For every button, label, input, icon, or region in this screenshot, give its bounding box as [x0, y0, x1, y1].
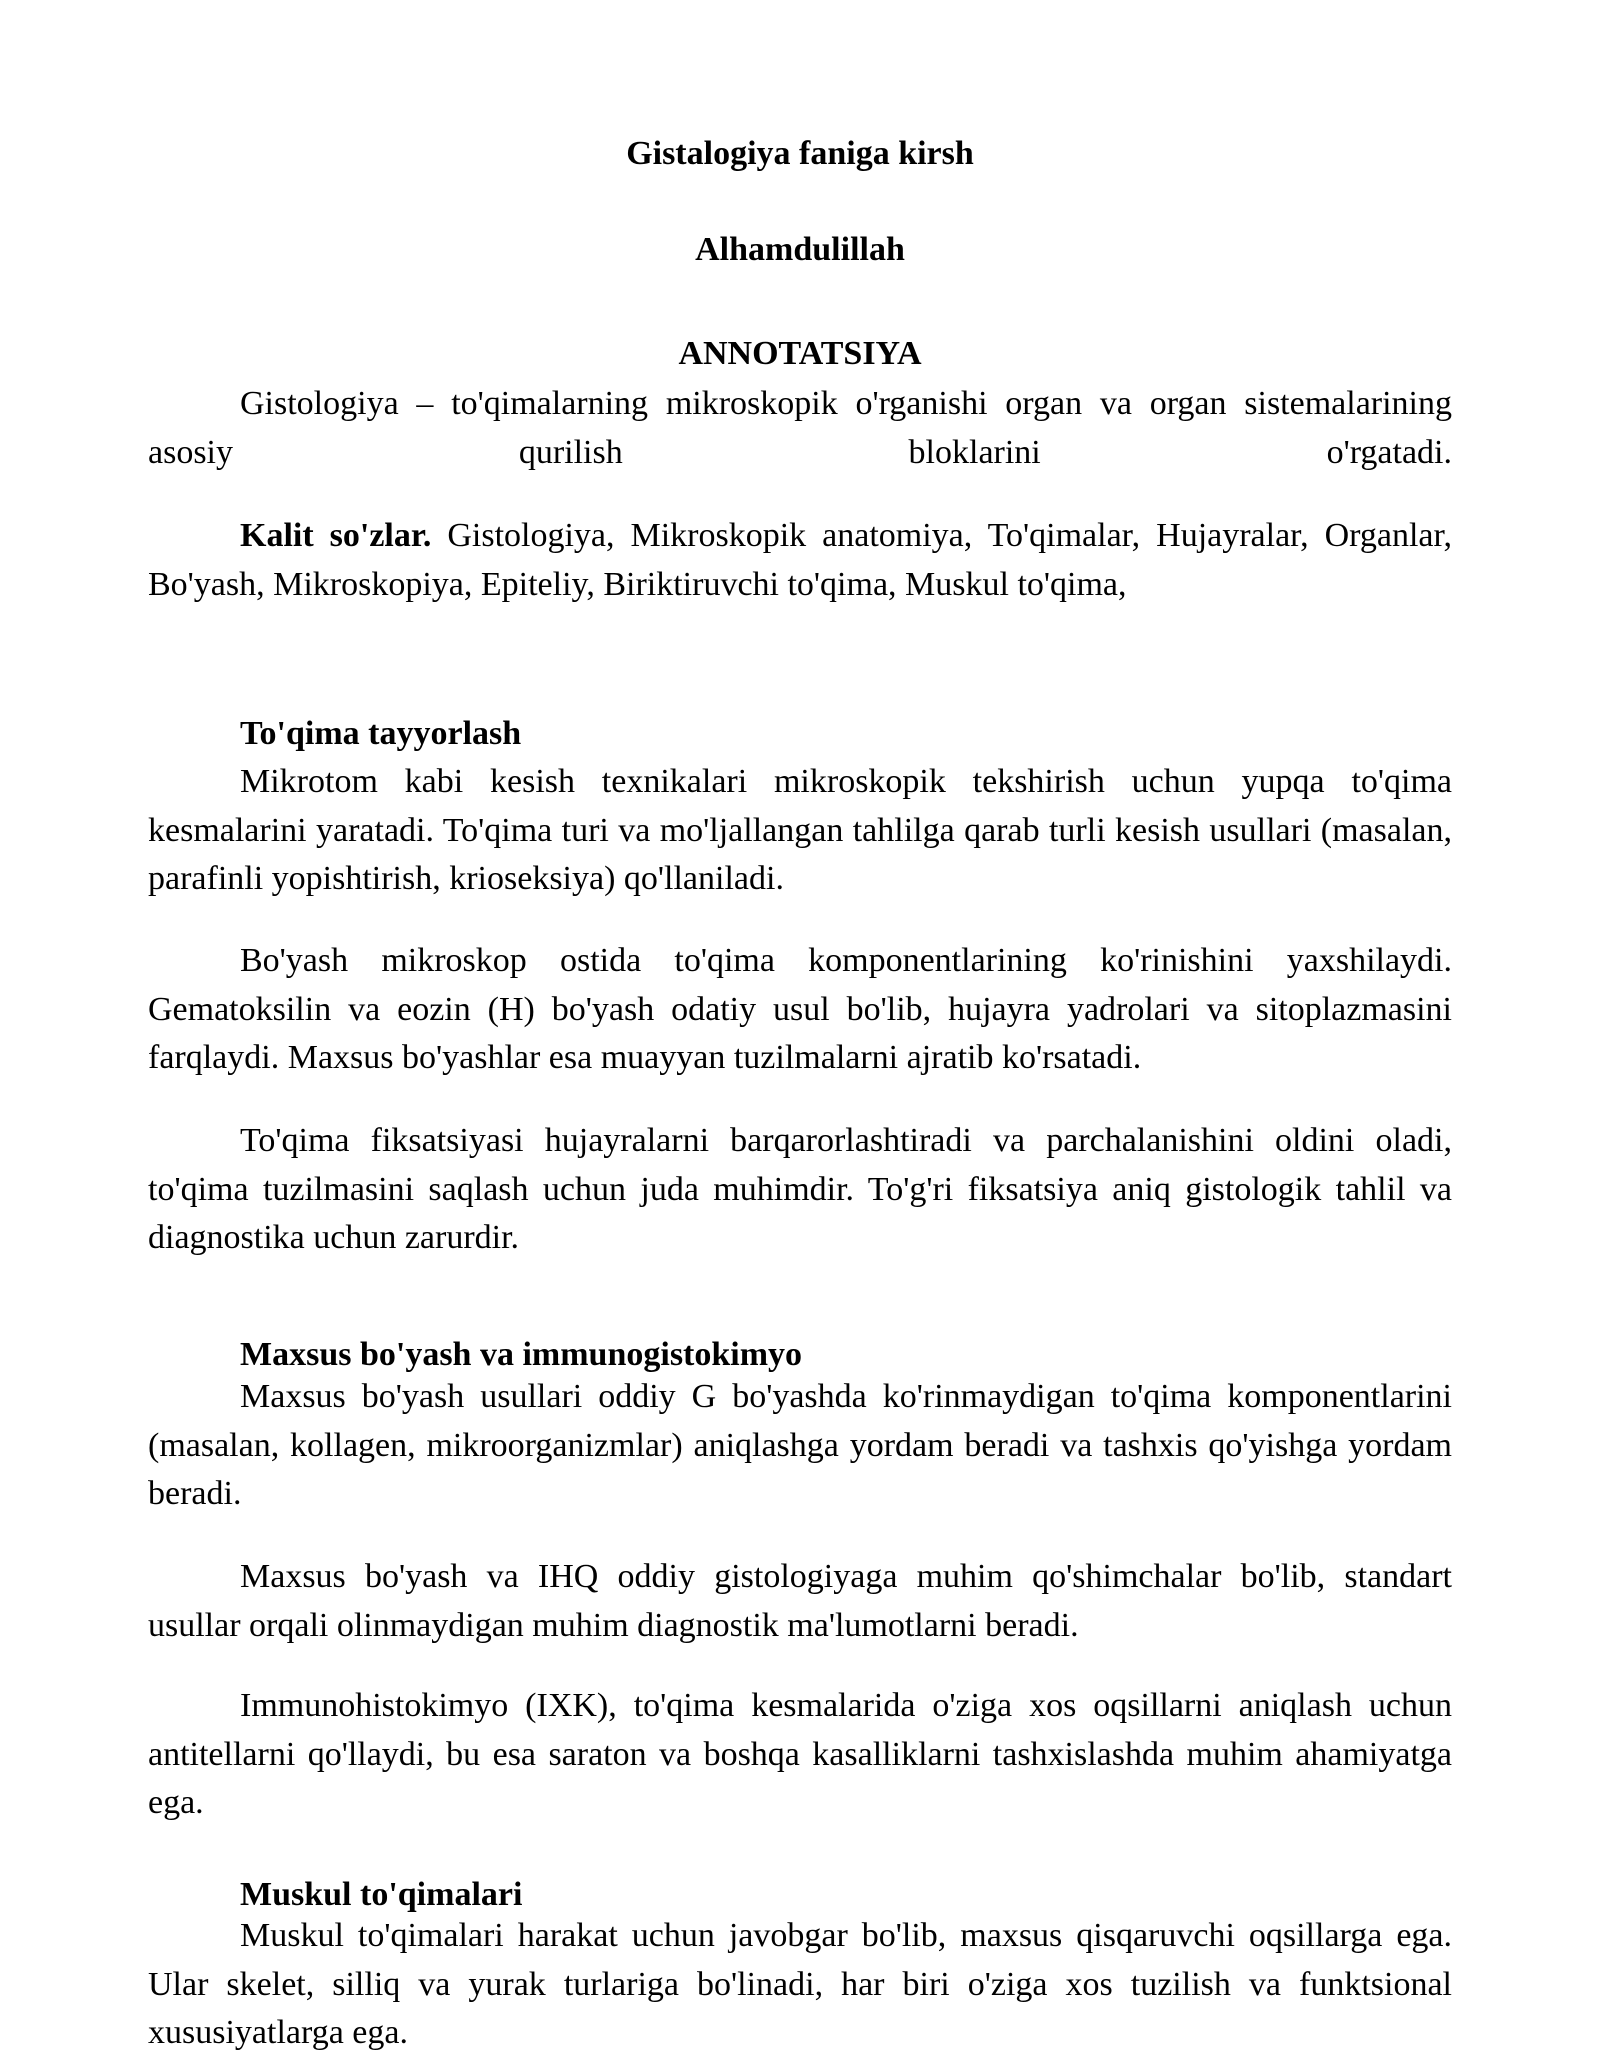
- annotation-paragraph: Gistologiya – to'qimalarning mikroskopik o'rganishi organ va organ sistemalarining asosiy qurilish bloklarini o'rgatadi.: [148, 385, 1452, 471]
- keywords-label: Kalit so'zlar.: [240, 517, 432, 554]
- section-heading-tissue-preparation: To'qima tayyorlash: [240, 715, 522, 752]
- document-subtitle: Alhamdulillah: [695, 231, 905, 268]
- paragraph-sectioning: Mikrotom kabi kesish texnikalari mikroskopik tekshirish uchun yupqa to'qima kesmalarini yaratadi. To'qima turi va mo'ljallangan tahlilga qarab turli kesish usullari (masalan, parafinli yopishtirish, krioseksiya) qo'llaniladi.: [148, 763, 1452, 897]
- annotation-heading: ANNOTATSIYA: [678, 335, 922, 372]
- section-heading-special-staining: Maxsus bo'yash va immunogistokimyo: [240, 1336, 803, 1373]
- keywords-paragraph: [148, 512, 1452, 609]
- keywords-text: Gistologiya, Mikroskopik anatomiya, To'qimalar, Hujayralar, Organlar, Bo'yash, Mikroskopiya, Epiteliy, Biriktiruvchi to'qima, Muskul to'qima,: [148, 517, 1452, 603]
- paragraph-special-stains: Maxsus bo'yash usullari oddiy G bo'yashda ko'rinmaydigan to'qima komponentlarini (masalan, kollagen, mikroorganizmlar) aniqlashga yordam beradi va tashxis qo'yishga yordam beradi.: [148, 1378, 1452, 1512]
- section-heading-muscle-tissue: Muskul to'qimalari: [240, 1876, 523, 1913]
- paragraph-fixation: To'qima fiksatsiyasi hujayralarni barqarorlashtiradi va parchalanishini oldini oladi, to'qima tuzilmasini saqlash uchun juda muhimdir. To'g'ri fiksatsiya aniq gistologik tahlil va diagnostika uchun zarurdir.: [148, 1122, 1452, 1256]
- paragraph-immunohistochemistry: Immunohistokimyo (IXK), to'qima kesmalarida o'ziga xos oqsillarni aniqlash uchun antitellarni qo'llaydi, bu esa saraton va boshqa kasalliklarni tashxislashda muhim ahamiyatga ega.: [148, 1687, 1452, 1821]
- paragraph-staining: Bo'yash mikroskop ostida to'qima komponentlarining ko'rinishini yaxshilaydi. Gematoksilin va eozin (H) bo'yash odatiy usul bo'lib, hujayra yadrolari va sitoplazmasini farqlaydi. Maxsus bo'yashlar esa muayyan tuzilmalarni ajratib ko'rsatadi.: [148, 942, 1452, 1076]
- paragraph-muscle-tissue: Muskul to'qimalari harakat uchun javobgar bo'lib, maxsus qisqaruvchi oqsillarga ega. Ular skelet, silliq va yurak turlariga bo'linadi, har biri o'ziga xos tuzilish va funktsional xususiyatlarga ega.: [148, 1917, 1452, 2051]
- document-title: Gistalogiya faniga kirsh: [626, 135, 974, 172]
- paragraph-ihq: Maxsus bo'yash va IHQ oddiy gistologiyaga muhim qo'shimchalar bo'lib, standart usullar orqali olinmaydigan muhim diagnostik ma'lumotlarni beradi.: [148, 1558, 1452, 1644]
